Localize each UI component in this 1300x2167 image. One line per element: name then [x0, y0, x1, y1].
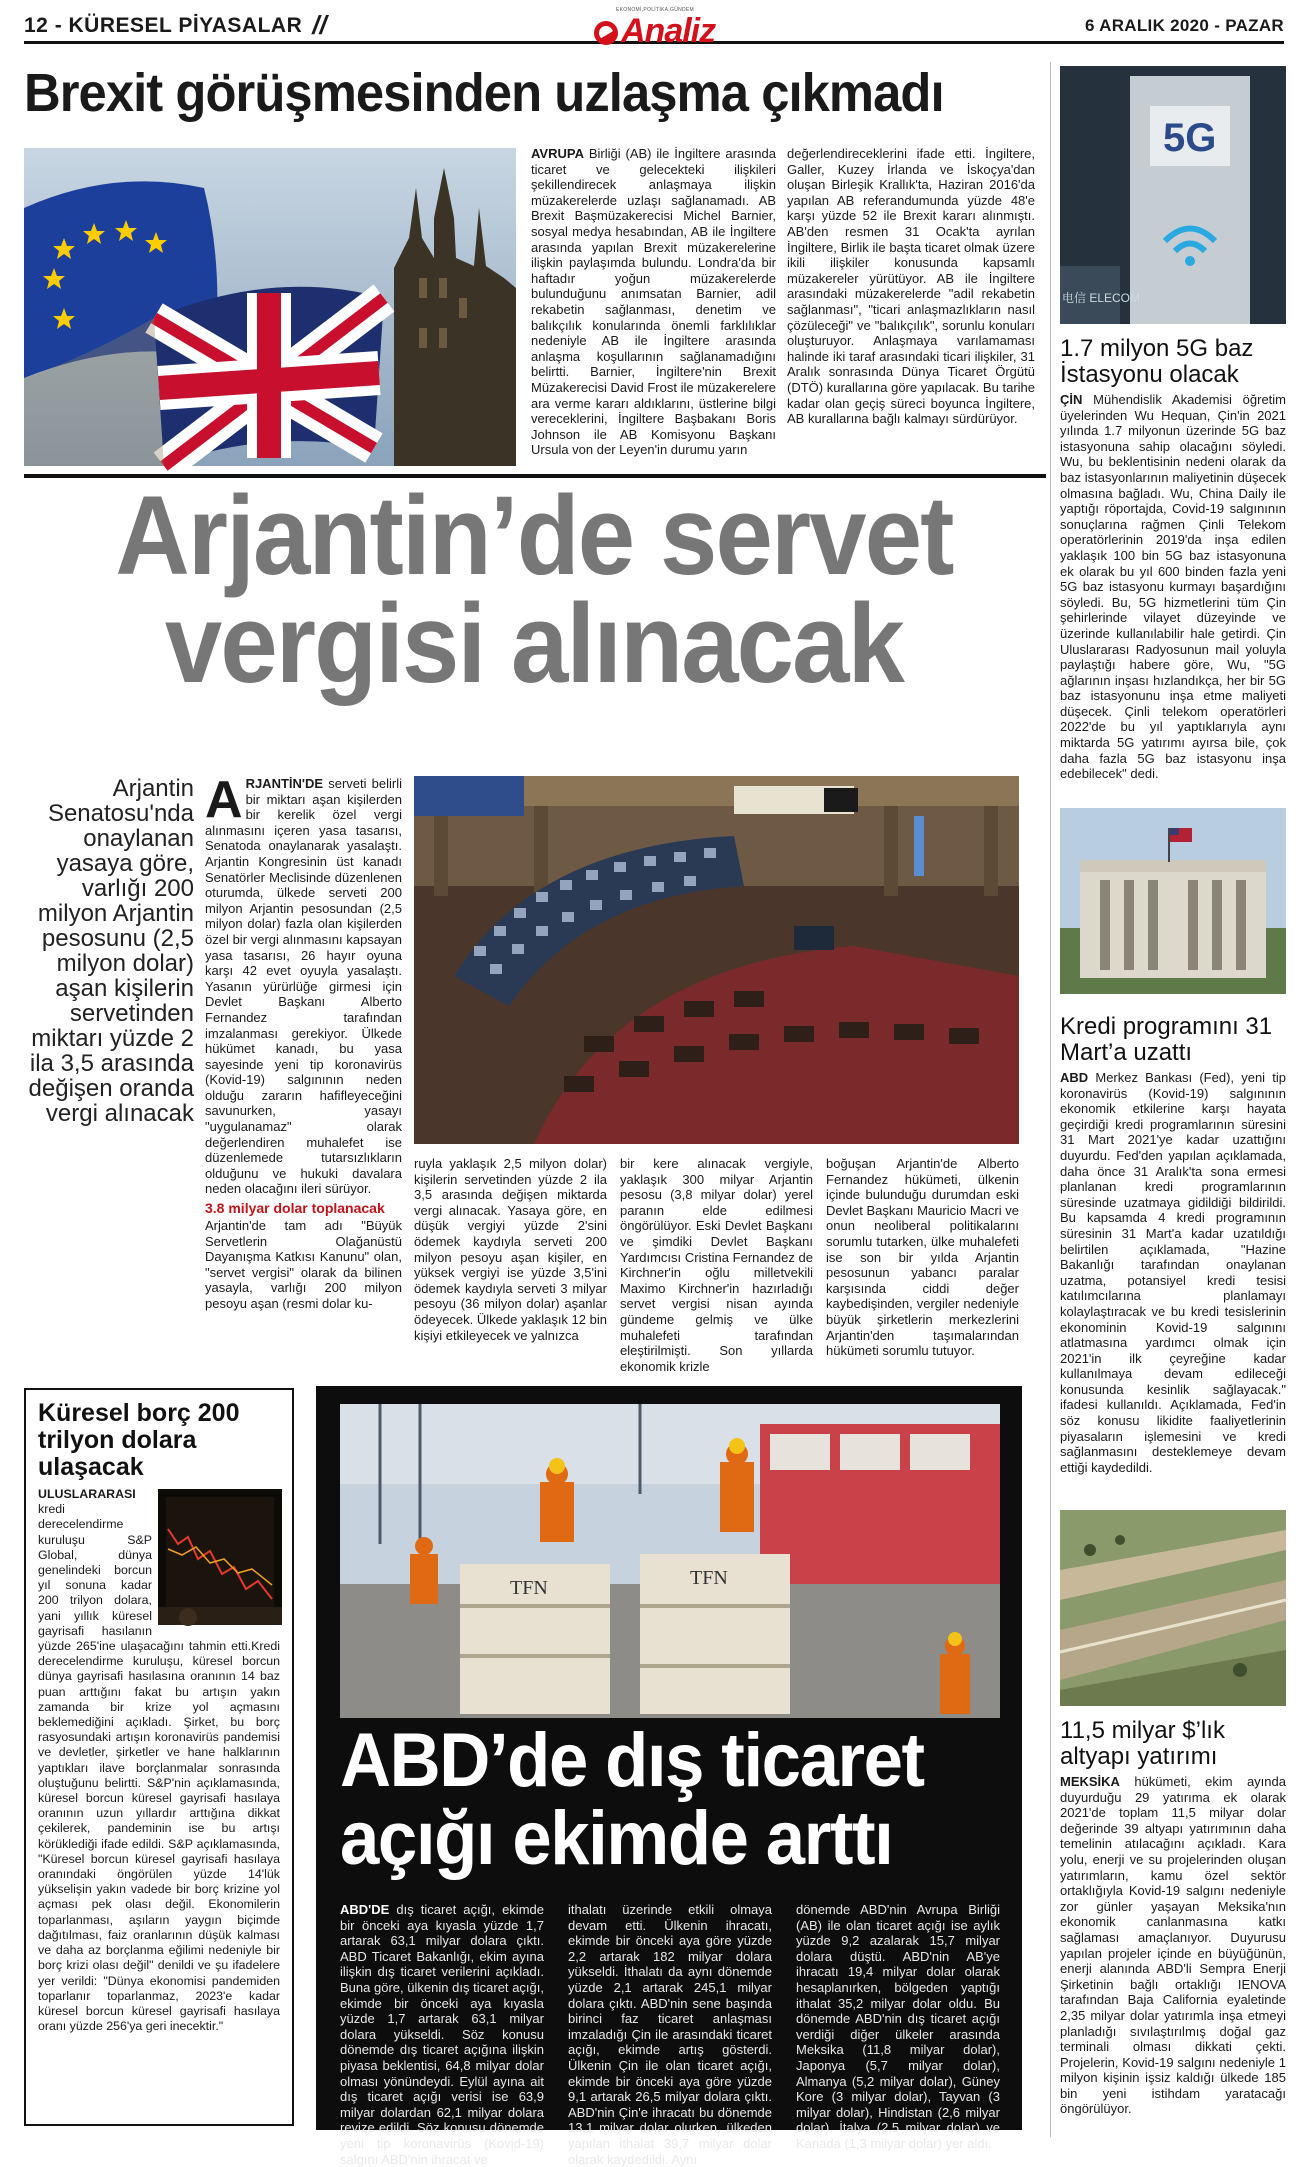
brexit-column-1	[531, 146, 776, 458]
borc-body: kredi derecelendirme kuruluşu S&P Global, dünya genelindeki borcun yıl sonuna kadar 200 trilyon dolara, yani yıllık küresel gayrisafi hasılanın yüzde 265'ine ulaşacağını tahmin etti.Kredi derecelendirme kuruluşu, küresel borcun dünya gayrisafi hasılasına oranının 14 baz puan arttığını fakat bu artışın yakın zamanda bir krize yol açmasını beklemediğini açıkladı. Şirket, bu borç rasyosundaki artışın koronavirüs pandemisi ve devletler, şirketler ve hane halklarının yaptıkları ilave borçlanmalar sonrasında oluştuğunu belirtti. S&P'nin açıklamasında, küresel borcun küresel gayrisafi hasılaya oranının uzun yıllardır arttığına dikkat çekilerek, pandeminin ise bu artışı körüklediği ifade edildi. S&P açıklamasında, "Küresel borcun küresel gayrisafi hasılaya oranındaki öngörülen yüzde 14'lük yükselişin yakın vadede bir borç krizine yol açması pek olası değil. Ekonomilerin toparlanması, aşıların yaygın biçimde dağıtılması, faiz oranlarının düşük kalması ve daha az borçlanma eğilimi nedeniyle bir borç krizi olası değil" denildi ve şu ifadelere yer verildi: "Dünya ekonomisi pandemiden toparlanır toparlanmaz, 2023'e kadar küresel borcun küresel gayrisafi hasılaya oranı yüzde 256'ya geri inecektir."	[38, 1502, 280, 2034]
stock-chart-photo	[158, 1489, 282, 1625]
arjantin-text-1a: serveti belirli bir miktarı aşan kişilerden bir kerelik özel vergi alınmasını içeren yasa tasarısı, Senatoda onaylanarak yasalaştı. Arjantin Kongresinin üst kanadı Senatörler Meclisinde düzenlenen oturumda, ülkede serveti 200 milyon Arjantin pesosundan (2,5 milyon dolar) fazla olan kişilerden özel bir vergi alınmasını kapsayan yasa tasarısı, 26 hayır oyuna karşı 42 evet oyuyla yasalaştı. Yasanın yürürlüğe girmesi için Devlet Başkanı Alberto Fernandez tarafından imzalanması gerekiyor. Ülkede hükümet kanadı, bu yasa sayesinde yeni tip koronavirüs (Kovid-19) salgınının neden olduğu zararın hafifleyeceğini savunurken, yasayı "uygulanamaz" olarak değerlendiren muhalefet ise düzenlemede tutarsızlıkların olduğunu ve hukuki davalara neden olacağını ileri sürüyor.	[205, 776, 402, 1197]
5g-article	[1060, 336, 1286, 782]
5g-body: Mühendislik Akademisi öğretim üyelerinden Wu Hequan, Çin'in 2021 yılında 1.7 milyonun üzerinde 5G baz istasyonuna sahip olacağını söyledi. Wu, bu beklentisinin nedeni olarak da baz istasyonlarının maliyetinin düşecek olmasına bağladı. Wu, China Daily ile yaptığı röportajda, Covid-19 salgınının sonuçlarına rağmen Çinli Telekom operatörlerinin 2019'da inşa edilen yaklaşık 100 bin 5G baz istasyonuna ek olarak bu yıl 600 binden fazla yeni 5G baz istasyonu kurmayı başardığını söyledi. Bu, 5G hizmetlerini tüm Çin şehirlerinde vilayet düzeyinde ve üzerinde kullanılabilir hale getirdi. Çin Uluslararası Radyosunun mail yoluyla paylaştığı habere göre, Wu, "5G ağlarının inşası hızlandıkça, her bir 5G baz istasyonunu inşa etme maliyeti düşecek. Çinli telekom operatörleri 2022'de bu yıl yaptıklarıyla aynı miktarda 5G yatırımı ayırsa bile, çok daha fazla 5G baz istasyonu inşa edebilecek" dedi.	[1060, 392, 1286, 782]
newspaper-logo[interactable]	[594, 8, 715, 51]
kuresel-borc-box	[24, 1388, 294, 2126]
borc-headline: Küresel borç 200 trilyon dolara ulaşacak	[38, 1399, 240, 1481]
arjantin-dropcap: A	[205, 771, 243, 829]
abd-headline	[340, 1718, 954, 1881]
abd-dis-ticaret-box	[316, 1386, 1022, 2167]
arjantin-text-1b: Arjantin'de tam adı "Büyük Servetlerin Olağanüstü Dayanışma Katkısı Kanunu" olan, "servet vergisi" olarak da bilinen yasayla, varlığı 200 milyon pesoyu aşan (resmi dolar ku-	[205, 1218, 402, 1311]
arjantin-column-3: bir kere alınacak vergiyle, yaklaşık 300 milyar Arjantin pesosu (3,8 milyar dolar) yerel paranın elde edilmesi öngörülüyor. Eski Devlet Başkanı ve şimdiki Devlet Başkanı Yardımcısı Cristina Fernandez de Kirchner'in oğlu milletvekili Maximo Kirchner'in hazırladığı servet vergisi nisan ayında gündeme gelmiş ve ülke muhalefeti tarafından eleştirilmişti. Son yıllarda ekonomik krizle	[620, 1156, 813, 1374]
logo-tagline: EKONOMİ,POLİTİKA,GÜNDEM	[616, 7, 695, 13]
arjantin-headline	[65, 473, 1003, 706]
abd-headline-line-2: açığı ekimde arttı	[340, 1796, 893, 1881]
altyapi-headline: 11,5 milyar $’lık altyapı yatırımı	[1060, 1717, 1225, 1770]
arjantin-column-1	[205, 771, 402, 1312]
senate-chamber-photo	[414, 776, 1019, 1144]
highway-construction-photo	[1060, 1510, 1286, 1706]
altyapi-body: hükümeti, ekim ayında duyurduğu 29 yatırıma ek olarak 2021'de toplam 11,5 milyar dolar değerinde 39 altyapı yatırımının daha temelinin atılacağını açıkladı. Kara yolu, enerji ve su projelerinden oluşan yatırımların, kamu özel sektör ortaklığıyla Kovid-19 salgını nedeniyle zor günler yaşayan Meksika'nın ekonomik canlanmasına katkı sağlaması amaçlanıyor. Duyurusu yapılan projeler içinde en büyüğünün, enerji alanında ABD'li Sempra Enerji Şirketinin bağlı ortaklığı IENOVA tarafından Baja California eyaletinde 2,35 milyar dolar yatırımla inşa etmeyi planladığı sıvılaştırılmış doğal gaz terminali olması dikkati çekti. Projelerin, Kovid-19 salgını nedeniyle 1 milyon kişinin işsiz kaldığı ülkede 185 bin yeni istihdam yaratacağı öngörülüyor.	[1060, 1774, 1286, 2117]
altyapi-article	[1060, 1718, 1286, 2117]
brexit-text-1: Birliği (AB) ile İngiltere arasında ticaret ve gelecekteki ilişkileri şekillendirecek anlaşmaya ilişkin müzakerelerde uzlaşı sağlanamadı. AB Brexit Başmüzakerecisi Michel Barnier, sosyal medya hesabından, AB ile İngiltere arasında yapılan Brexit müzakerelerine ilişkin paylaşımda bulundu. Londra'da bir haftadır yoğun müzakerelerde bulunduğunu anımsatan Barnier, adil rekabetin sağlanması, denetim ve balıkçılık konularında önemli farklılıklar nedeniyle AB ile İngiltere arasında anlaşma koşullarının sağlanamadığını belirtti. Barnier, İngiltere'nin Brexit Müzakerecisi David Frost ile müzakerelere ara verme kararı aldıklarını, üstlerine bilgi vereceklerini, İngiltere Başbakanı Boris Johnson ile AB Komisyonu Başkanı Ursula von der Leyen'in durumu yarın	[531, 146, 776, 458]
abd-column-3: dönemde ABD'nin Avrupa Birliği (AB) ile olan ticaret açığı ise aylık yüzde 9,2 azalarak 15,7 milyar dolara düştü. ABD'nin AB'ye ihracatı 19,4 milyar dolar olarak hesaplanırken, bölgeden yaptığı ithalat 35,2 milyar dolar oldu. Bu dönemde ABD'nin dış ticaret açığı verdiği diğer ülkeler arasında Meksika (11,8 milyar dolar), Japonya (5,7 milyar dolar), Almanya (5,2 milyar dolar), Güney Kore (3 milyar dolar), Tayvan (3 milyar dolar), Hindistan (2,6 milyar dolar), İtalya (2,5 milyar dolar) ve Kanada (1,3 milyar dolar) yer aldı.	[796, 1902, 1000, 2151]
sidebar-divider	[1050, 62, 1051, 2137]
arjantin-lead-summary: Arjantin Senatosu'nda onaylanan yasaya göre, varlığı 200 milyon Arjantin pesosunu (2,5 milyon dolar) aşan kişilerin servetinden miktarı yüzde 2 ila 3,5 arasında değişen oranda vergi alınacak	[28, 775, 194, 1127]
crate-label-2: TFN	[690, 1567, 728, 1589]
arjantin-column-2: ruyla yaklaşık 2,5 milyon dolar) kişilerin servetinden yüzde 2 ila 3,5 arasında değişen miktarda vergi alınacak. Yasaya göre, en düşük vergiyi yüzde 2'sini ödemek kaydıyla serveti 200 milyon pesoyu aşan kişiler, en yüksek vergiyi ise yüzde 3,5'ini ödemek kaydıyla serveti 3 milyar pesoyu (36 milyon dolar) aşanlar ödeyecek. Ülkede yaklaşık 12 bin kişiyi etkileyecek ve yalnızca	[414, 1156, 607, 1343]
altyapi-lead-word: MEKSİKA	[1060, 1774, 1120, 1789]
kredi-body: Merkez Bankası (Fed), yeni tip koronavirüs (Kovid-19) salgınının ekonomik etkilerine karşı hayata geçirdiği kredi programlarının süresini 31 Mart 2021'ye kadar uzattığını duyurdu. Fed'den yapılan açıklamada, daha önce 31 Aralık'ta sona ermesi planlanan kredi programlarının süresinde uzatmaya gidildiği bildirildi. Bu kapsamda 4 kredi programının süresinin 31 Mart'a kadar uzatıldığı belirtilen açıklamada, "Hazine Bakanlığı tarafından onaylanan uzatma, potansiyel kredi tesisi katılımcılarına planlamayı kolaylaştıracak ve bu kredi tesislerinin ekonominin Kovid-19 salgınını atlatmasına yardımcı olmak için 2021'in ilk çeyreğine kadar kullanılmaya devam edileceği konusunda kesinlik sağlayacak." ifadesi kullanıldı. Açıklamada, Fed'in söz konusu likidite faaliyetlerinin piyasaların işlemesini ve kredi sağlanmasını desteklemeye devam ettiği kaydedildi.	[1060, 1070, 1286, 1475]
5g-badge: 5G	[1163, 116, 1217, 160]
federal-reserve-photo	[1060, 808, 1286, 994]
port-workers-photo	[340, 1404, 1000, 1718]
abd-column-1	[340, 1902, 544, 2167]
5g-headline: 1.7 milyon 5G baz İstasyonu olacak	[1060, 335, 1254, 388]
brexit-headline: Brexit görüşmesinden uzlaşma çıkmadı	[24, 63, 944, 123]
section-label: 12 - KÜRESEL PİYASALAR	[24, 13, 303, 37]
5g-photo-caption: 电信 ELECOM	[1062, 291, 1141, 305]
arjantin-headline-line-1: Arjantin’de servet	[115, 473, 953, 598]
abd-column-2: ithalatı üzerinde etkili olmaya devam etti. Ülkenin ihracatı, ekimde bir önceki aya göre yüzde 2,2 artarak 182 milyar dolara yükseldi. İthalatı da aynı dönemde yüzde 2,1 artarak 245,1 milyar dolara çıktı. ABD'nin sene başında birinci faz ticaret anlaşması imzaladığı Çin ile arasındaki ticaret açığı, ekimde artış gösterdi. Ülkenin Çin ile olan ticaret açığı, ekimde bir önceki aya göre yüzde 9,1 artarak 26,5 milyar dolara çıktı. ABD'nin Çin'e ihracatı bu dönemde 13,1 milyar dolar olurken, ülkeden yapılan ithalat 39,7 milyar dolar olarak kaydedildi. Aynı	[568, 1902, 772, 2167]
abd-text-1: dış ticaret açığı, ekimde bir önceki aya kıyasla yüzde 1,7 artarak 63,1 milyar dolara çıktı. ABD Ticaret Bakanlığı, ekim ayına ilişkin dış ticaret verilerini açıkladı. Buna göre, ülkenin dış ticaret açığı, ekimde bir önceki aya kıyasla yüzde 1,7 artarak 63,1 milyar dolara yükseldi. Söz konusu dönemde dış ticaret açığına ilişkin piyasa beklentisi, 64,8 milyar dolar olması yönündeydi. Eylül ayına ait dış ticaret açığı verisi ise 63,9 milyar dolardan 62,1 milyar dolara revize edildi. Söz konusu dönemde yeni tip koronavirüs (Kovid-19) salgını ABD'nin ihracat ve	[340, 1902, 544, 2167]
issue-date: 6 ARALIK 2020 - PAZAR	[1084, 15, 1284, 35]
arjantin-headline-line-2: vergisi alınacak	[164, 581, 904, 706]
5g-tower-photo	[1060, 66, 1286, 324]
arjantin-lead-word: RJANTİN'DE	[245, 776, 324, 791]
abd-lead-word: ABD'DE	[340, 1902, 390, 1917]
logo-mark-icon	[594, 21, 618, 45]
brexit-flags-photo	[24, 148, 516, 466]
brexit-text-2: değerlendireceklerini ifade etti. İngiltere, Galler, Kuzey İrlanda ve İskoçya'dan oluşan Birleşik Krallık'ta, Haziran 2016'da yapılan AB referandumunda yüzde 48'e karşı yüzde 52 ile Brexit kararı alınmıştı. AB'den resmen 31 Ocak'ta ayrılan İngiltere, Birlik ile başta ticaret olmak üzere ikili ilişkiler konusunda kapsamlı müzakereler yürütüyor. AB ile İngiltere arasındaki müzakerelerde "adil rekabetin sağlanması", "ticari anlaşmazlıkların nasıl çözüleceği" ve "balıkçılık", sorunlu konuları oluşturuyor. Anlaşmaya varılamaması halinde iki taraf arasındaki ticari ilişkiler, 31 Aralık sonrasında Dünya Ticaret Örgütü (DTÖ) kurallarına göre yapılacak. Bu tarihe kadar olan geçiş süreci boyunca İngiltere, AB kurallarına bağlı kalmayı sürdürüyor.	[787, 146, 1035, 427]
page-header	[24, 7, 1284, 50]
crate-label-1: TFN	[510, 1577, 548, 1599]
kredi-article	[1060, 1014, 1286, 1475]
arjantin-column-4: boğuşan Arjantin'de Alberto Fernandez hükümeti, ülkenin içinde bulunduğu durumdan eski Devlet Başkanı Mauricio Macri ve onun neoliberal politikalarını sorumlu tutarken, ülke muhalefeti ise son bir yılda Arjantin pesosunun yabancı paralar karşısında ciddi değer kaybedişinden, vergiler nedeniyle büyük şirketlerin merkezlerini Arjantin'den taşımalarından hükümeti sorumlu tutuyor.	[826, 1156, 1019, 1359]
brexit-lead-word: AVRUPA	[531, 146, 584, 161]
abd-headline-line-1: ABD’de dış ticaret	[340, 1718, 924, 1803]
section-divider: //	[312, 10, 327, 40]
kredi-lead-word: ABD	[1060, 1070, 1089, 1085]
arjantin-subhead: 3.8 milyar dolar toplanacak	[205, 1200, 385, 1217]
borc-lead-word: ULUSLARARASI	[38, 1487, 136, 1501]
brexit-column-2	[787, 146, 1035, 427]
5g-lead-word: ÇİN	[1060, 392, 1083, 407]
kredi-headline: Kredi programını 31 Mart’a uzattı	[1060, 1013, 1273, 1066]
logo-text: Analiz	[621, 12, 716, 50]
